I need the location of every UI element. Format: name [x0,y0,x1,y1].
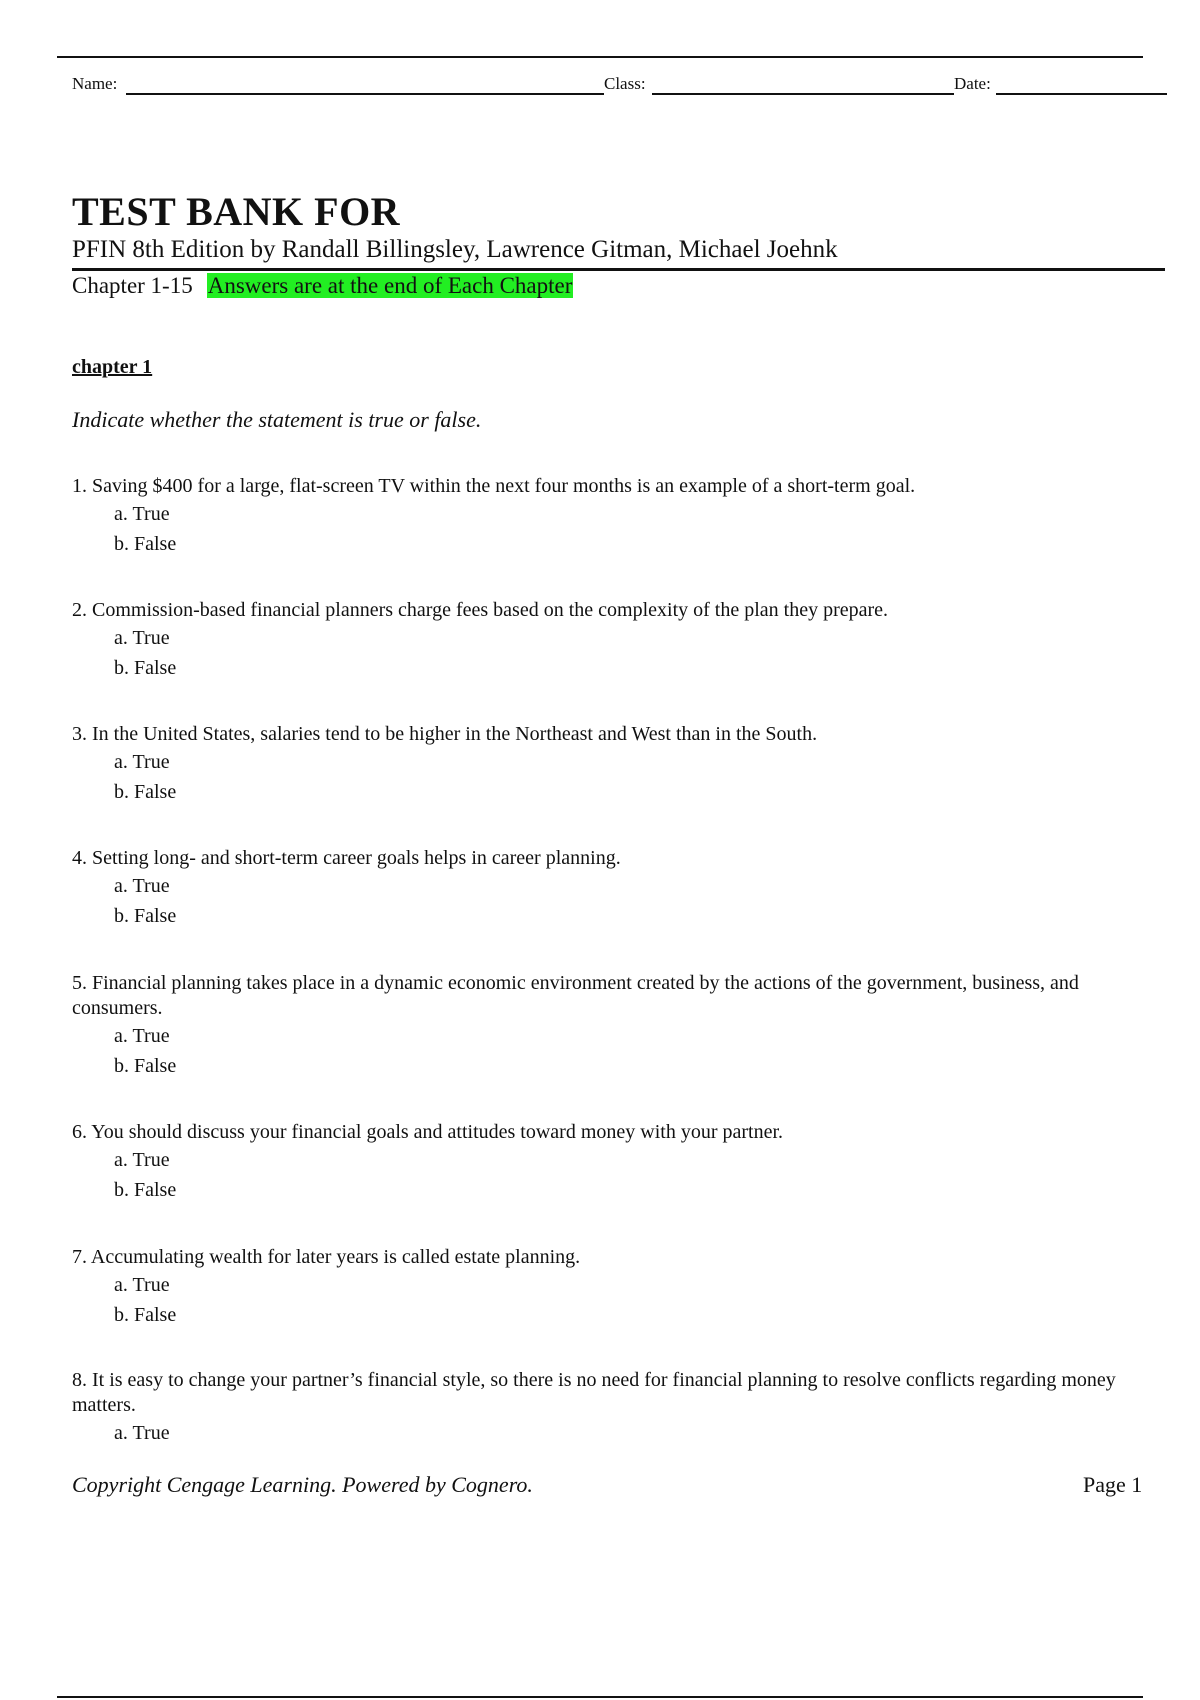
option-false[interactable]: b. False [114,657,177,679]
option-false[interactable]: b. False [114,1179,177,1201]
question-text: 6. You should discuss your financial goals and attitudes toward money with your partner. [72,1121,784,1143]
class-field[interactable] [652,93,954,95]
bottom-rule [57,1696,1143,1698]
option-false[interactable]: b. False [114,905,177,927]
question-text: 8. It is easy to change your partner’s financial style, so there is no need for financial planning to resolve conflicts regarding money matters. [72,1369,1116,1416]
document-subtitle: PFIN 8th Edition by Randall Billingsley, Lawrence Gitman, Michael Joehnk [72,236,838,263]
question-item [72,598,1152,683]
option-false[interactable]: b. False [114,781,177,803]
chapter-heading: chapter 1 [72,356,153,378]
name-field[interactable] [126,93,604,95]
question-text: 5. Financial planning takes place in a dynamic economic environment created by the actions of the government, business, and consumers. [72,972,1079,1019]
chapter-range: Chapter 1-15 [72,273,193,298]
question-text: 2. Commission-based financial planners charge fees based on the complexity of the plan they prepare. [72,599,889,621]
option-false[interactable]: b. False [114,1304,177,1326]
question-item [72,1120,1152,1205]
student-info-header [72,74,1167,98]
instructions: Indicate whether the statement is true or false. [72,407,482,432]
chapter-range-line [72,270,573,302]
option-true[interactable]: a. True [114,627,170,649]
date-label: Date: [954,74,991,93]
option-true[interactable]: a. True [114,1274,170,1296]
question-item [72,846,1152,931]
page-number: Page 1 [1083,1472,1143,1497]
option-true[interactable]: a. True [114,751,170,773]
option-true[interactable]: a. True [114,1025,170,1047]
question-text: 4. Setting long- and short-term career goals helps in career planning. [72,847,621,869]
option-true[interactable]: a. True [114,1149,170,1171]
option-true[interactable]: a. True [114,1422,170,1444]
option-true[interactable]: a. True [114,875,170,897]
top-rule [57,56,1143,58]
question-item [72,1245,1152,1330]
question-item [72,971,1152,1081]
question-text: 7. Accumulating wealth for later years is called estate planning. [72,1246,581,1268]
question-item [72,722,1152,807]
option-false[interactable]: b. False [114,533,177,555]
question-text: 1. Saving $400 for a large, flat-screen TV within the next four months is an example of a short-term goal. [72,475,916,497]
question-item [72,474,1152,559]
answers-note-highlight: Answers are at the end of Each Chapter [207,273,573,298]
document-title: TEST BANK FOR [72,189,401,234]
name-label: Name: [72,74,118,93]
question-text: 3. In the United States, salaries tend to be higher in the Northeast and West than in the South. [72,723,818,745]
copyright-footer: Copyright Cengage Learning. Powered by Cognero. [72,1472,533,1497]
class-label: Class: [604,74,646,93]
question-item [72,1368,1152,1448]
option-false[interactable]: b. False [114,1055,177,1077]
option-true[interactable]: a. True [114,503,170,525]
date-field[interactable] [996,93,1167,95]
